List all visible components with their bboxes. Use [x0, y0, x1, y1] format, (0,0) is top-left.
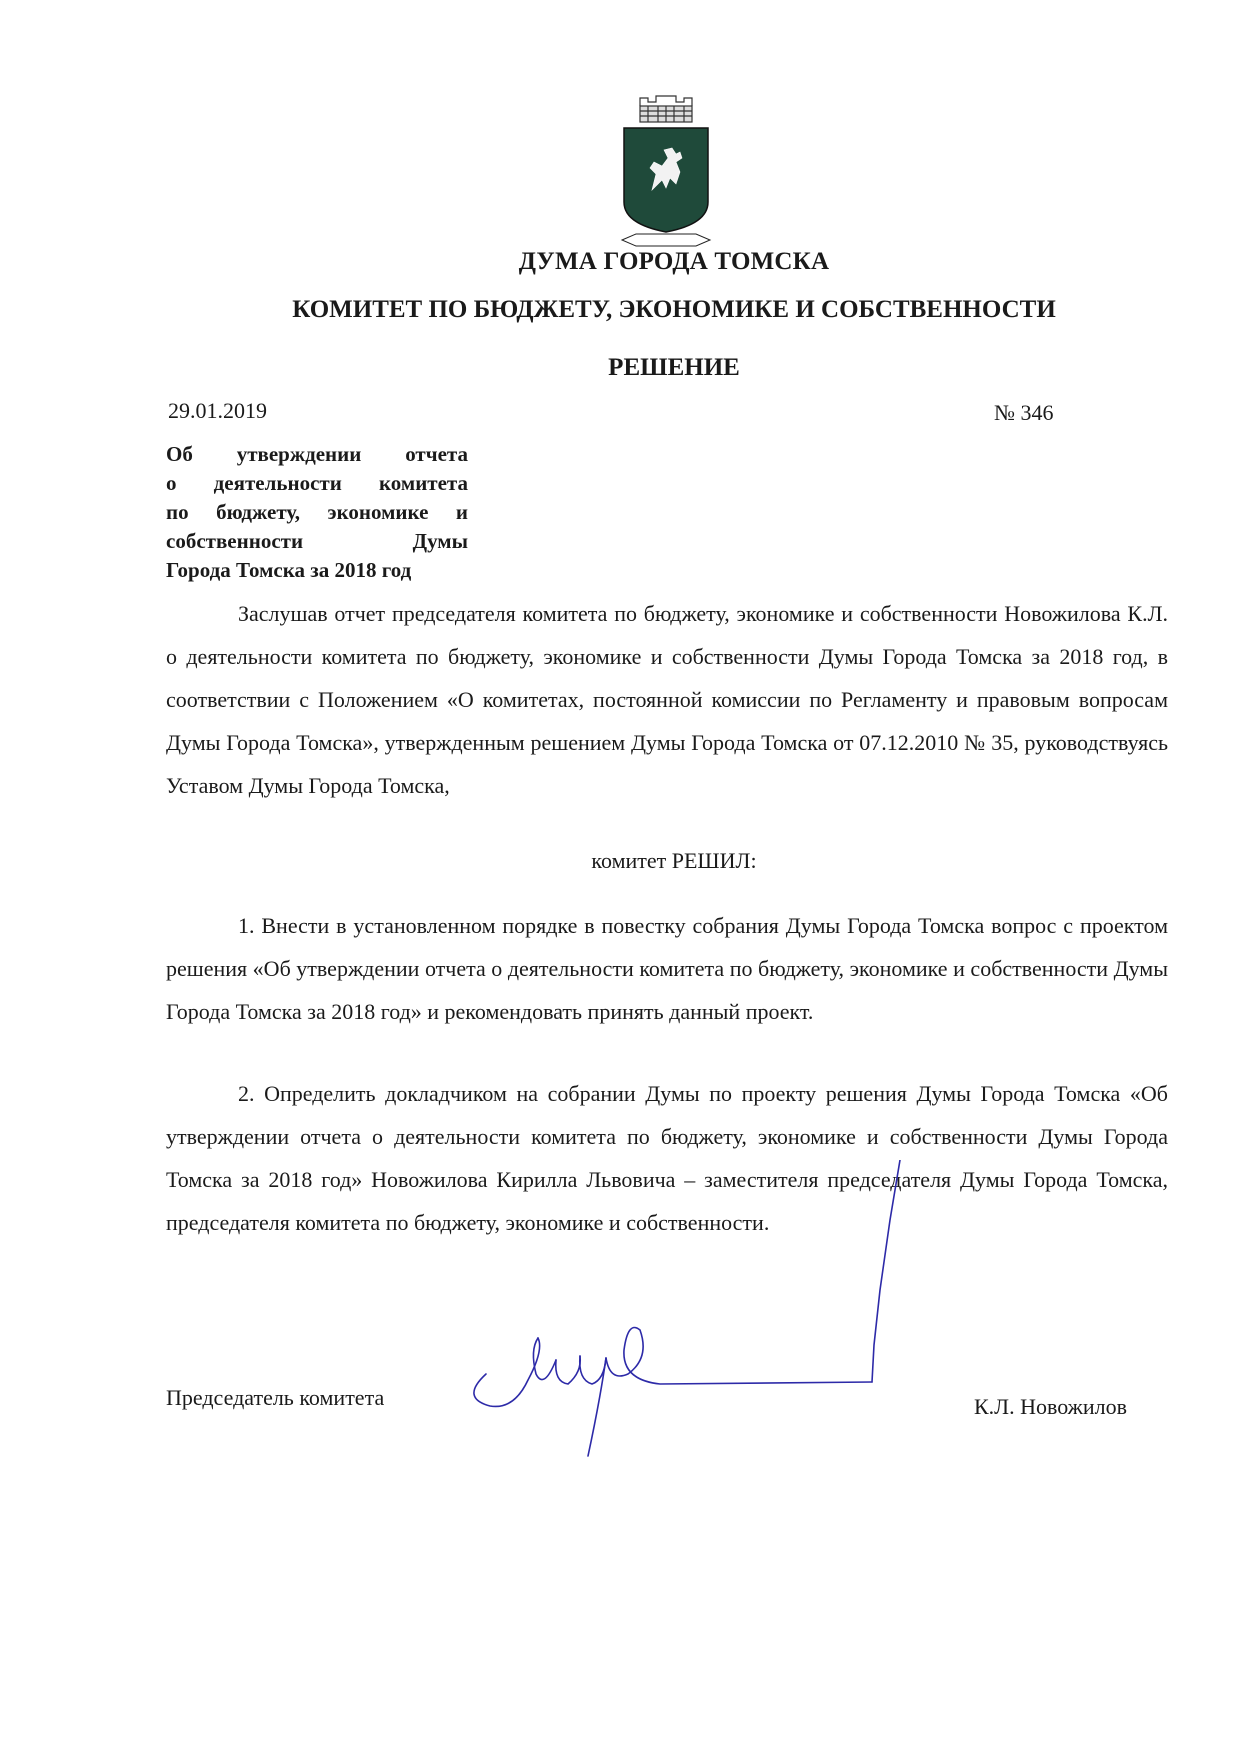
intro-paragraph	[166, 592, 1168, 807]
committee-title: КОМИТЕТ ПО БЮДЖЕТУ, ЭКОНОМИКЕ И СОБСТВЕННОСТИ	[292, 296, 1056, 323]
document-date: 29.01.2019	[168, 398, 267, 423]
subject-line: по бюджету, экономике и	[166, 500, 468, 524]
intro-text: Заслушав отчет председателя комитета по бюджету, экономике и собственности Новожилова К.Л. о деятельности комитета по бюджету, экономике и собственности Думы Города Томска за 2018 год, в соответствии с Положением «О комитетах, постоянной комиссии по Регламенту и правовым вопросам Думы Города Томска», утвержденным решением Думы Города Томска от 07.12.2010 № 35, руководствуясь Уставом Думы Города Томска,	[166, 601, 1168, 798]
decision-item-2-text: 2. Определить докладчиком на собрании Думы по проекту решения Думы Города Томска «Об утверждении отчета о деятельности комитета по бюджету, экономике и собственности Думы Города Томска за 2018 год» Новожилова Кирилла Львовича – заместителя председателя Думы Города Томска, председателя комитета по бюджету, экономике и собственности.	[166, 1081, 1168, 1235]
subject-line: о деятельности комитета	[166, 471, 468, 495]
organization-title: ДУМА ГОРОДА ТОМСКА	[518, 248, 830, 275]
document-subject	[166, 440, 468, 585]
handwritten-signature-icon	[460, 1160, 920, 1460]
document-number: № 346	[994, 400, 1054, 425]
signatory-name: К.Л. Новожилов	[974, 1394, 1128, 1419]
document-type: РЕШЕНИЕ	[608, 354, 740, 381]
coat-of-arms-icon	[616, 92, 716, 252]
subject-line: собственности Думы	[166, 529, 468, 553]
subject-line: Города Томска за 2018 год	[166, 558, 412, 582]
signatory-role: Председатель комитета	[166, 1385, 385, 1410]
decision-heading: комитет РЕШИЛ:	[591, 848, 757, 873]
subject-line: Об утверждении отчета	[166, 442, 468, 466]
decision-item-1	[166, 904, 1168, 1033]
decision-item-1-text: 1. Внести в установленном порядке в повестку собрания Думы Города Томска вопрос с проектом решения «Об утверждении отчета о деятельности комитета по бюджету, экономике и собственности Думы Города Томска за 2018 год» и рекомендовать принять данный проект.	[166, 913, 1168, 1024]
